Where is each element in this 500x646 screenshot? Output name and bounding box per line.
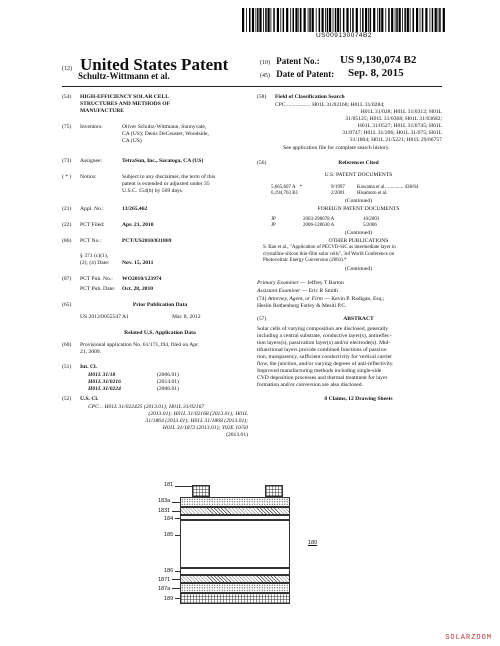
layer-187a xyxy=(180,583,290,593)
field-line: H01L 31/0527; H01L 31/0745; H01L xyxy=(357,123,442,129)
s371-line: (2), (4) Date: xyxy=(80,260,110,266)
intcl-version: (2006.01) xyxy=(157,372,179,378)
primary-label: Primary Examiner xyxy=(257,280,299,286)
barcode-bar xyxy=(309,8,311,32)
doc-country: JP xyxy=(271,223,276,228)
inventors xyxy=(122,124,209,145)
assignee-label: Assignee: xyxy=(80,158,103,164)
uscl-line: (2013.01) xyxy=(226,432,248,438)
barcode-bar xyxy=(312,8,314,32)
barcode-bar xyxy=(410,8,411,32)
doc-date: 10/2003 xyxy=(363,217,380,222)
notice-line: Subject to any disclaimer, the term of this xyxy=(122,174,216,180)
layer-1871 xyxy=(180,575,290,583)
abstract-line: formation and/or conversion are also disclosed. xyxy=(257,382,363,388)
prov-line: Provisional application No. 61/171,194, filed on Apr. xyxy=(80,342,200,348)
patent-date: Sep. 8, 2015 xyxy=(348,67,404,79)
pct-pub-code: (87) xyxy=(62,276,72,282)
barcode-bar xyxy=(402,8,403,32)
leader-line xyxy=(175,598,180,599)
abstract-line: tifunctional layers provide combined functions of passiva- xyxy=(257,347,388,353)
other-line: S. Ban et al., "Application of PECVD-SiC as intermediate layer in xyxy=(263,245,396,250)
doc-no: 2006-128630 A xyxy=(303,223,335,228)
doc-no: 2003-298078 A xyxy=(303,217,335,222)
fig-label: 184 xyxy=(164,516,174,522)
field-cpc xyxy=(275,102,442,144)
intcl-version: (2014.01) xyxy=(157,379,179,385)
doc-date: 2/2001 xyxy=(331,191,345,196)
attorney-code: (74) xyxy=(257,296,267,302)
pct-no-label: PCT No.: xyxy=(80,238,102,244)
leader-line xyxy=(175,535,180,536)
pct-pub-date: Oct. 28, 2010 xyxy=(122,286,154,292)
field-line: 31/05125; H01L 31/0368; H01L 31/03682; xyxy=(345,116,442,122)
barcode-bar xyxy=(391,8,393,32)
barcode-bar xyxy=(256,8,257,32)
barcode-bar xyxy=(435,8,437,32)
refs-heading: References Cited xyxy=(338,160,379,166)
electrode-right xyxy=(265,485,283,497)
notice-line: patent is extended or adjusted under 35 xyxy=(122,181,210,187)
code-12: (12) xyxy=(62,66,72,72)
barcode-bar xyxy=(422,8,424,32)
fig-label: 189 xyxy=(164,596,174,602)
barcode-bar xyxy=(259,8,261,32)
patent-no: US 9,130,074 B2 xyxy=(340,54,417,66)
continued: (Continued) xyxy=(344,230,373,236)
title-code: (54) xyxy=(62,94,72,100)
pct-no: PCT/US2010/031869 xyxy=(122,238,172,244)
doc-name: Kawama et al. ............. 438/64 xyxy=(357,185,419,190)
abstract-text xyxy=(257,326,442,389)
doc-no: 5,665,607 A xyxy=(271,185,296,190)
layer-183a xyxy=(180,497,290,507)
barcode-bar xyxy=(319,8,321,32)
intcl-class: H01L 31/18 xyxy=(88,372,116,378)
abstract-line: tion layers(s), passivation layer(s) and/or electrode(s). Mul- xyxy=(257,340,391,346)
barcode-bar xyxy=(381,8,383,32)
fig-ref: 180 xyxy=(308,540,318,546)
barcode-bar xyxy=(368,8,369,32)
barcode-bar xyxy=(300,8,302,32)
uscl-code: (52) xyxy=(62,396,72,402)
barcode-bar xyxy=(425,8,427,32)
barcode-bar xyxy=(252,8,254,32)
barcode-bar xyxy=(346,8,348,32)
barcode-bar xyxy=(373,8,375,32)
barcode-bar xyxy=(407,8,409,32)
s371-date: Nov. 15, 2011 xyxy=(122,260,154,266)
layer-1831 xyxy=(180,507,290,515)
uscl-line: 31/1864 (2013.01); H01L 31/1868 (2013.01); xyxy=(145,418,248,424)
continued: (Continued) xyxy=(344,198,373,204)
uscl-line: H01L 31/1872 (2013.01); Y02E 10/50 xyxy=(162,425,248,431)
pct-filed-code: (22) xyxy=(62,222,72,228)
fig-label: 187a xyxy=(158,586,171,592)
assistant-name: — Eric R Smith xyxy=(301,288,338,294)
intcl-version: (2006.01) xyxy=(157,386,179,392)
s371-line: § 371 (c)(1), xyxy=(80,253,109,259)
barcode-bar xyxy=(271,8,272,32)
barcode-bar xyxy=(340,8,341,32)
inventors-line: Oliver Schultz-Wittmann, Sunnyvale, xyxy=(122,124,207,130)
us-doc-row xyxy=(271,190,442,197)
doc-country: JP xyxy=(271,217,276,222)
pct-filed: Apr. 21, 2010 xyxy=(122,222,154,228)
prior-pub: US 2012/0055547 A1 xyxy=(80,314,129,320)
inventors-line: CA (US) xyxy=(122,138,142,144)
fig-label: 181 xyxy=(164,482,174,488)
barcode-bar xyxy=(430,8,431,32)
barcode-bar xyxy=(352,8,354,32)
right-column xyxy=(257,94,442,464)
prior-date: Mar. 8, 2012 xyxy=(172,314,201,320)
header-rule xyxy=(62,86,442,87)
barcode-bar xyxy=(396,8,398,32)
uscl-line: (2013.01); H01L 31/02168 (2013.01); H01L xyxy=(148,411,248,417)
pct-no-code: (86) xyxy=(62,238,72,244)
pct-pub-date-label: PCT Pub. Date: xyxy=(80,286,116,292)
barcode-bar xyxy=(246,8,247,32)
foreign-heading: FOREIGN PATENT DOCUMENTS xyxy=(317,206,400,212)
attorney-label: Attorney, Agent, or Firm xyxy=(267,296,323,302)
leader-line xyxy=(172,579,180,580)
leader-line xyxy=(172,511,180,512)
barcode-bar xyxy=(308,8,309,32)
notice-code: ( * ) xyxy=(62,174,72,180)
barcode-bar xyxy=(304,8,306,32)
intcl-code: (51) xyxy=(62,364,72,370)
barcode-bar xyxy=(350,8,351,32)
uscl-text xyxy=(88,404,248,439)
attorney-line: Heslin Rothenberg Farley & Mesiti P.C. xyxy=(257,303,347,309)
field-line: 31/0747; H01L 31/206; H01L 31/075; H01L xyxy=(342,130,442,136)
barcode-bar xyxy=(362,8,364,32)
barcode-bar xyxy=(356,8,358,32)
attorney xyxy=(257,296,442,310)
notice-label: Notice: xyxy=(80,174,97,180)
prior-heading: Prior Publication Data xyxy=(132,302,188,308)
field-see: See application file for complete search history. xyxy=(283,145,390,151)
doc-date: 5/2006 xyxy=(363,223,377,228)
patent-no-label: Patent No.: xyxy=(276,56,320,66)
date-label: Date of Patent: xyxy=(276,69,335,79)
barcode-bar xyxy=(325,8,326,32)
doc-mark: * xyxy=(299,185,303,190)
prov-line: 21, 2009. xyxy=(80,349,101,355)
abstract-line: including a central substrate, conductive layer(s), antireflec- xyxy=(257,333,392,339)
appl-label: Appl. No.: xyxy=(80,206,104,212)
barcode-bar xyxy=(295,8,297,32)
barcode-bar xyxy=(277,8,279,32)
barcode-bar xyxy=(273,8,275,32)
inventor-short: Schultz-Wittmann et al. xyxy=(78,71,170,81)
assignee-code: (73) xyxy=(62,158,72,164)
provisional xyxy=(80,342,199,356)
field-label: Field of Classification Search xyxy=(275,94,345,100)
barcode-bar xyxy=(283,8,285,32)
barcode-bar xyxy=(322,8,324,32)
leader-line xyxy=(172,502,180,503)
leader-line xyxy=(175,518,180,519)
prior-code: (65) xyxy=(62,302,72,308)
barcode-bar xyxy=(439,8,441,32)
attorney-line: — Kevin P. Radigan, Esq.; xyxy=(324,296,385,302)
barcode-bar xyxy=(377,8,378,32)
abstract-code: (57) xyxy=(257,316,267,322)
layer-189 xyxy=(180,593,290,604)
related-heading: Related U.S. Application Data xyxy=(124,330,196,336)
prov-code: (60) xyxy=(62,342,72,348)
barcode-bar xyxy=(290,8,291,32)
refs-code: (56) xyxy=(257,160,267,166)
barcode-bar xyxy=(293,8,295,32)
barcode-bar xyxy=(395,8,396,32)
barcode-bar xyxy=(404,8,406,32)
barcode-bar xyxy=(242,8,244,32)
other-line: Photovoltaic Energy Conversion (2003).* xyxy=(263,258,347,263)
assistant-examiner xyxy=(257,288,338,295)
barcode-bar xyxy=(343,8,345,32)
pct-pub-no: WO2010/123974 xyxy=(122,276,162,282)
barcode-bar xyxy=(327,8,329,32)
watermark: SOLARZOOM xyxy=(445,634,492,642)
foreign-doc-row xyxy=(271,222,442,229)
assignee: TetraSun, Inc., Saratoga, CA (US) xyxy=(122,158,204,164)
layer-185 xyxy=(180,520,290,568)
intcl-label: Int. Cl. xyxy=(80,364,97,370)
field-line: CPC ................. H01L 31/02168; H01L 31/0284; xyxy=(275,102,385,108)
fig-label: 185 xyxy=(164,532,174,538)
fig-label: 186 xyxy=(164,568,174,574)
inventors-code: (75) xyxy=(62,124,72,130)
barcode-bar xyxy=(379,8,381,32)
barcode-bar xyxy=(337,8,339,32)
barcode-bar xyxy=(268,8,270,32)
electrode-left xyxy=(192,485,210,497)
assistant-label: Assistant Examiner xyxy=(257,288,301,294)
barcode-bar xyxy=(432,8,434,32)
other-pubs xyxy=(263,245,443,265)
fig-label: 183a xyxy=(158,498,171,504)
barcode xyxy=(242,8,446,34)
barcode-bar xyxy=(286,8,288,32)
other-heading: OTHER PUBLICATIONS xyxy=(328,238,389,244)
primary-examiner xyxy=(257,280,344,287)
claims-count: 8 Claims, 12 Drawing Sheets xyxy=(324,396,393,402)
abstract-heading: ABSTRACT xyxy=(343,316,374,322)
field-line: 31/1804; H01L 21/5221; H01L 29/66757 xyxy=(349,137,442,143)
primary-name: — Jeffrey T Barton xyxy=(300,280,344,286)
barcode-bar xyxy=(280,8,281,32)
uscl-line: CPC .. H01L 31/022425 (2013.01); H01L 31/02167 xyxy=(88,404,205,410)
fig-label: 1831 xyxy=(158,508,171,514)
inventors-line: CA (US); Denis DeCeuster, Woodside, xyxy=(122,131,209,137)
barcode-bar xyxy=(385,8,386,32)
barcode-bar xyxy=(443,8,445,32)
abstract-line: flow, the junction, and/or varying degrees of anti-reflectivity. xyxy=(257,361,394,367)
uscl-label: U.S. Cl. xyxy=(80,396,99,402)
other-line: crystalline silicon thin-film solar cells", 3rd World Conference on xyxy=(263,251,395,257)
patent-title xyxy=(80,94,170,115)
barcode-bar xyxy=(438,8,439,32)
code-45: (45) xyxy=(260,73,270,79)
solar-cell-figure xyxy=(158,482,330,640)
abstract-line: Solar cells of varying composition are disclosed, generally xyxy=(257,326,389,332)
barcode-bar xyxy=(329,8,331,32)
field-code: (58) xyxy=(257,94,267,100)
fig-label: 1871 xyxy=(158,577,171,583)
notice-line: U.S.C. 154(b) by 569 days. xyxy=(122,188,184,194)
barcode-bar xyxy=(370,8,372,32)
abstract-line: tion, transparency, sufficient conductivity for vertical carrier xyxy=(257,354,392,360)
leader-line xyxy=(175,486,192,487)
pct-filed-label: PCT Filed: xyxy=(80,222,105,228)
barcode-bar xyxy=(416,8,418,32)
barcode-bar xyxy=(399,8,401,32)
inventors-label: Inventors: xyxy=(80,124,103,130)
barcode-bar xyxy=(316,8,317,32)
doc-date: 9/1997 xyxy=(331,185,345,190)
left-column xyxy=(62,94,247,444)
barcode-bar xyxy=(413,8,415,32)
field-line: H01L 31/028; H01L 31/0312; H01L xyxy=(360,109,442,115)
barcode-bar xyxy=(388,8,390,32)
leader-line xyxy=(175,571,180,572)
barcode-bar xyxy=(365,8,367,32)
code-10: (10) xyxy=(260,60,270,66)
layer-186 xyxy=(180,568,290,575)
barcode-bar xyxy=(335,8,337,32)
us-docs-heading: U.S. PATENT DOCUMENTS xyxy=(324,172,393,178)
intcl-class: H01L 31/0216 xyxy=(88,379,121,385)
abstract-line: CVD deposition processes and thermal treatment for layer xyxy=(257,375,388,381)
s371-label xyxy=(80,253,109,267)
barcode-bar xyxy=(360,8,361,32)
doc-name: Hisamoto et al. xyxy=(357,191,388,196)
notice-text xyxy=(122,174,215,195)
barcode-bar xyxy=(263,8,264,32)
doc-no: 6,194,763 B1 xyxy=(271,191,299,196)
title-line: STRUCTURES AND METHODS OF xyxy=(80,101,170,107)
barcode-bar xyxy=(298,8,299,32)
barcode-bar xyxy=(265,8,267,32)
title-line: MANUFACTURE xyxy=(80,108,125,114)
abstract-line: Improved manufacturing methods including single-side xyxy=(257,368,382,374)
title-line: HIGH-EFFICIENCY SOLAR CELL xyxy=(80,94,169,100)
pct-pub-label: PCT Pub. No.: xyxy=(80,276,113,282)
barcode-bar xyxy=(420,8,421,32)
barcode-bar xyxy=(333,8,334,32)
barcode-bar xyxy=(249,8,251,32)
appl-no: 13/265,462 xyxy=(122,206,148,212)
intcl-class: H01L 31/0224 xyxy=(88,386,121,392)
continued: (Continued) xyxy=(344,266,373,272)
barcode-number: US009130074B2 xyxy=(315,32,372,39)
barcode-bar xyxy=(257,8,259,32)
appl-code: (21) xyxy=(62,206,72,212)
country-title: United States Patent xyxy=(80,55,229,74)
leader-line xyxy=(172,588,180,589)
